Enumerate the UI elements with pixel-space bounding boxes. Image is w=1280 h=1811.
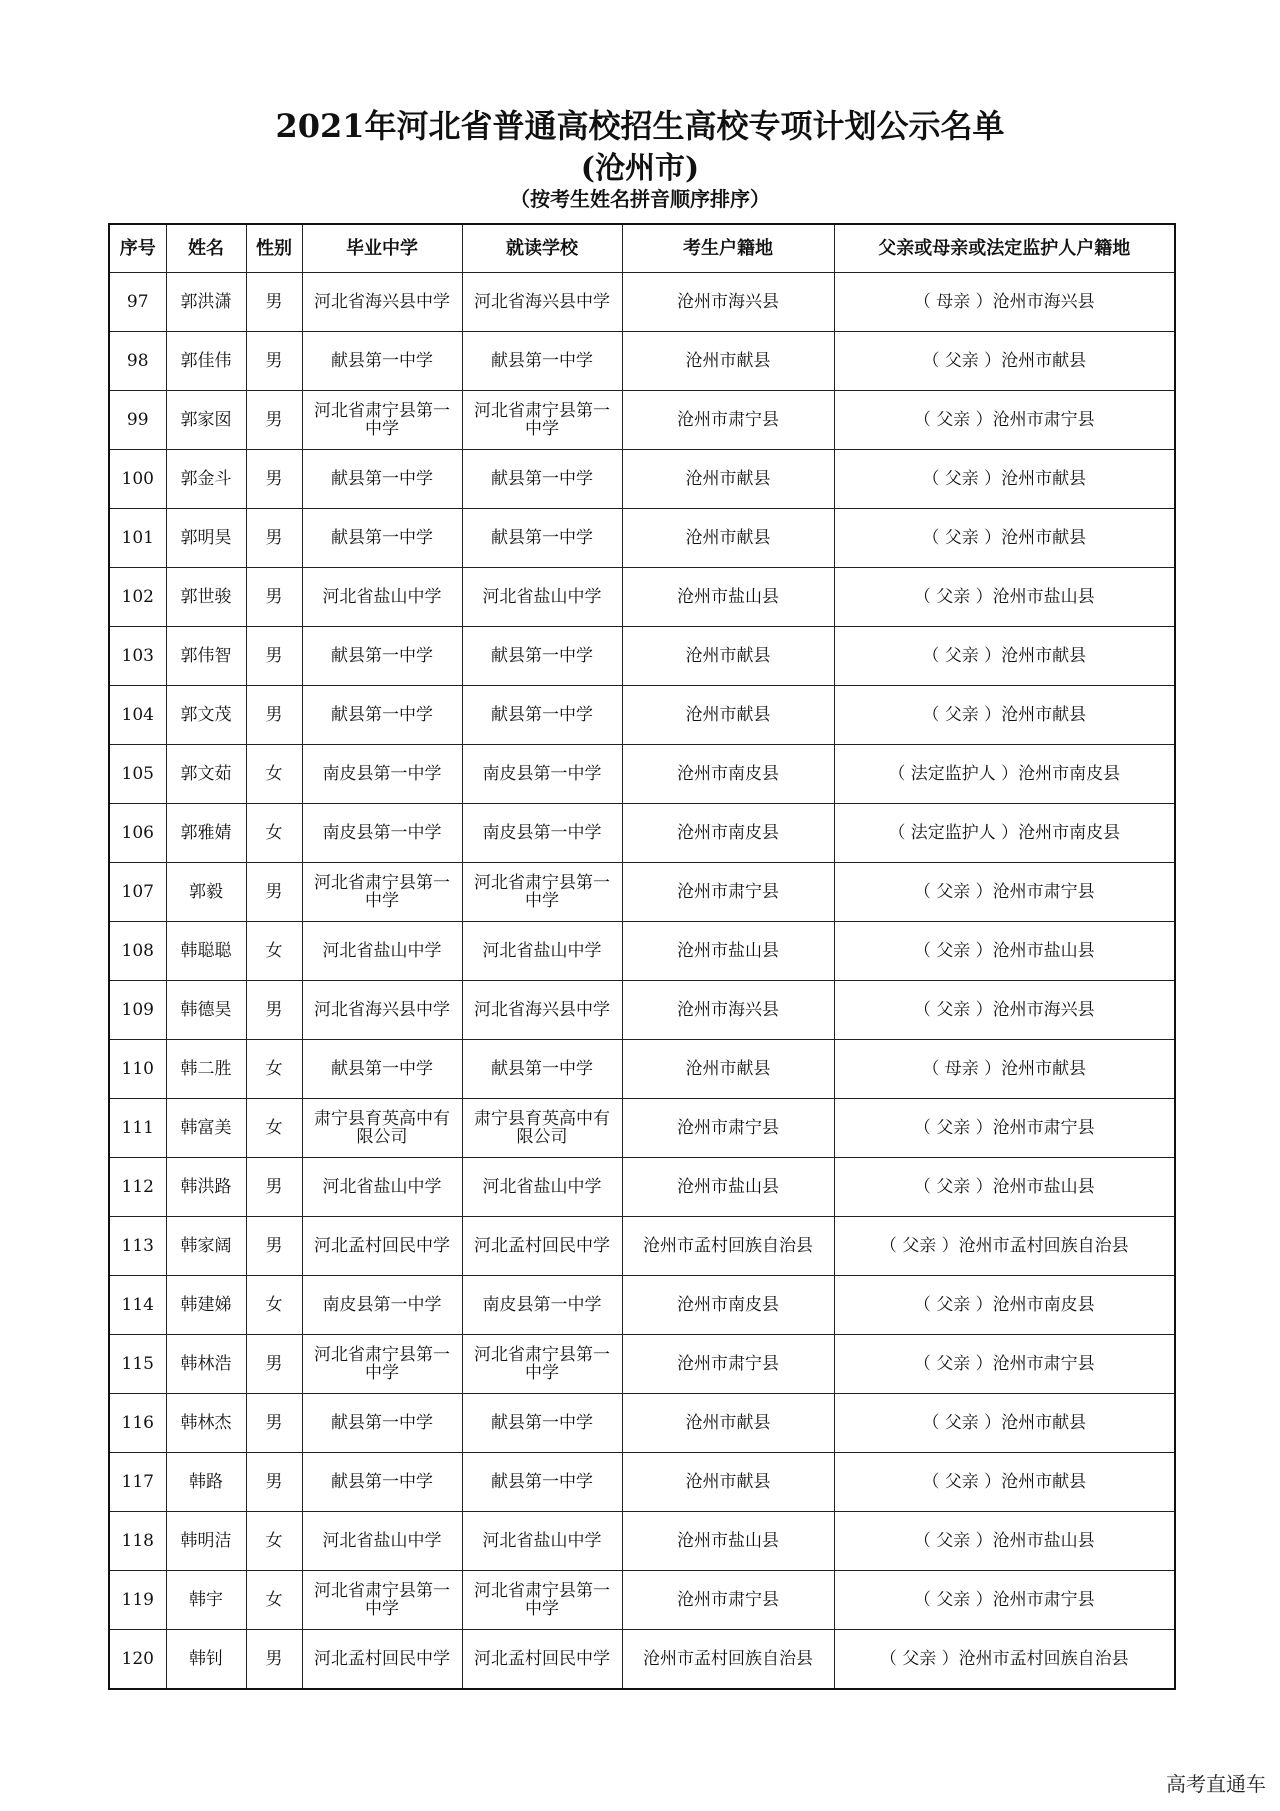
cell-household-registration: 沧州市献县 [622, 450, 834, 509]
cell-name: 韩建娣 [166, 1276, 246, 1335]
cell-current-school: 河北省肃宁县第一中学 [462, 391, 622, 450]
watermark-text: 高考直通车 [1166, 1772, 1266, 1796]
cell-guardian-registration: （ 父亲 ）沧州市盐山县 [834, 1158, 1175, 1217]
cell-gender: 男 [246, 450, 302, 509]
cell-guardian-registration: （ 父亲 ）沧州市献县 [834, 1453, 1175, 1512]
cell-guardian-registration: （ 父亲 ）沧州市盐山县 [834, 922, 1175, 981]
cell-name: 韩聪聪 [166, 922, 246, 981]
cell-current-school: 南皮县第一中学 [462, 804, 622, 863]
cell-household-registration: 沧州市南皮县 [622, 804, 834, 863]
cell-current-school: 献县第一中学 [462, 627, 622, 686]
cell-household-registration: 沧州市盐山县 [622, 922, 834, 981]
cell-gender: 男 [246, 627, 302, 686]
cell-name: 韩林杰 [166, 1394, 246, 1453]
cell-guardian-registration: （ 母亲 ）沧州市海兴县 [834, 273, 1175, 332]
cell-household-registration: 沧州市献县 [622, 1040, 834, 1099]
cell-gender: 男 [246, 509, 302, 568]
cell-graduated-school: 河北省海兴县中学 [302, 981, 462, 1040]
cell-household-registration: 沧州市海兴县 [622, 981, 834, 1040]
cell-gender: 女 [246, 1571, 302, 1630]
cell-current-school: 献县第一中学 [462, 509, 622, 568]
cell-name: 郭明昊 [166, 509, 246, 568]
cell-serial: 101 [109, 509, 166, 568]
cell-serial: 102 [109, 568, 166, 627]
cell-serial: 106 [109, 804, 166, 863]
cell-graduated-school: 河北省肃宁县第一中学 [302, 1571, 462, 1630]
cell-gender: 女 [246, 1512, 302, 1571]
cell-graduated-school: 河北孟村回民中学 [302, 1217, 462, 1276]
cell-name: 郭金斗 [166, 450, 246, 509]
cell-serial: 117 [109, 1453, 166, 1512]
cell-graduated-school: 献县第一中学 [302, 627, 462, 686]
cell-name: 韩家阔 [166, 1217, 246, 1276]
cell-graduated-school: 南皮县第一中学 [302, 1276, 462, 1335]
cell-gender: 男 [246, 568, 302, 627]
cell-graduated-school: 河北省盐山中学 [302, 1512, 462, 1571]
cell-name: 韩富美 [166, 1099, 246, 1158]
cell-guardian-registration: （ 父亲 ）沧州市孟村回族自治县 [834, 1630, 1175, 1690]
table-row [109, 686, 1175, 745]
cell-guardian-registration: （ 法定监护人 ）沧州市南皮县 [834, 745, 1175, 804]
cell-guardian-registration: （ 父亲 ）沧州市献县 [834, 332, 1175, 391]
cell-serial: 113 [109, 1217, 166, 1276]
cell-serial: 116 [109, 1394, 166, 1453]
cell-guardian-registration: （ 父亲 ）沧州市献县 [834, 509, 1175, 568]
table-row [109, 1040, 1175, 1099]
cell-name: 韩林浩 [166, 1335, 246, 1394]
cell-name: 郭雅婧 [166, 804, 246, 863]
header-graduated-school: 毕业中学 [302, 224, 462, 273]
cell-name: 郭文茹 [166, 745, 246, 804]
cell-name: 韩钊 [166, 1630, 246, 1690]
table-row [109, 1630, 1175, 1690]
cell-gender: 男 [246, 981, 302, 1040]
header-name: 姓名 [166, 224, 246, 273]
cell-graduated-school: 河北省肃宁县第一中学 [302, 1335, 462, 1394]
table-row [109, 1335, 1175, 1394]
cell-guardian-registration: （ 父亲 ）沧州市献县 [834, 1394, 1175, 1453]
cell-household-registration: 沧州市南皮县 [622, 745, 834, 804]
table-row [109, 332, 1175, 391]
cell-name: 郭毅 [166, 863, 246, 922]
cell-serial: 111 [109, 1099, 166, 1158]
cell-gender: 女 [246, 745, 302, 804]
sort-note: （按考生姓名拼音顺序排序） [510, 187, 770, 211]
cell-household-registration: 沧州市献县 [622, 1453, 834, 1512]
cell-serial: 119 [109, 1571, 166, 1630]
cell-graduated-school: 献县第一中学 [302, 450, 462, 509]
cell-gender: 男 [246, 332, 302, 391]
roster-table [108, 223, 1176, 1690]
cell-name: 韩德昊 [166, 981, 246, 1040]
cell-gender: 女 [246, 804, 302, 863]
cell-current-school: 河北省肃宁县第一中学 [462, 863, 622, 922]
cell-name: 韩洪路 [166, 1158, 246, 1217]
table-row [109, 1512, 1175, 1571]
cell-gender: 男 [246, 1158, 302, 1217]
cell-gender: 男 [246, 1630, 302, 1690]
table-row [109, 1571, 1175, 1630]
cell-serial: 104 [109, 686, 166, 745]
cell-name: 韩二胜 [166, 1040, 246, 1099]
table-row [109, 391, 1175, 450]
cell-household-registration: 沧州市孟村回族自治县 [622, 1217, 834, 1276]
cell-gender: 女 [246, 922, 302, 981]
cell-serial: 99 [109, 391, 166, 450]
cell-guardian-registration: （ 父亲 ）沧州市南皮县 [834, 1276, 1175, 1335]
cell-household-registration: 沧州市孟村回族自治县 [622, 1630, 834, 1690]
table-row [109, 745, 1175, 804]
table-row [109, 273, 1175, 332]
cell-guardian-registration: （ 父亲 ）沧州市肃宁县 [834, 1099, 1175, 1158]
cell-household-registration: 沧州市肃宁县 [622, 863, 834, 922]
cell-name: 韩宇 [166, 1571, 246, 1630]
cell-household-registration: 沧州市肃宁县 [622, 1335, 834, 1394]
cell-graduated-school: 南皮县第一中学 [302, 745, 462, 804]
cell-serial: 105 [109, 745, 166, 804]
cell-guardian-registration: （ 父亲 ）沧州市肃宁县 [834, 863, 1175, 922]
cell-serial: 112 [109, 1158, 166, 1217]
cell-gender: 女 [246, 1276, 302, 1335]
cell-guardian-registration: （ 父亲 ）沧州市孟村回族自治县 [834, 1217, 1175, 1276]
cell-current-school: 河北省海兴县中学 [462, 981, 622, 1040]
cell-serial: 97 [109, 273, 166, 332]
cell-gender: 女 [246, 1099, 302, 1158]
cell-serial: 110 [109, 1040, 166, 1099]
cell-current-school: 河北省海兴县中学 [462, 273, 622, 332]
cell-name: 韩路 [166, 1453, 246, 1512]
cell-graduated-school: 献县第一中学 [302, 686, 462, 745]
table-row [109, 1217, 1175, 1276]
cell-gender: 男 [246, 1217, 302, 1276]
cell-serial: 115 [109, 1335, 166, 1394]
cell-current-school: 献县第一中学 [462, 1394, 622, 1453]
cell-guardian-registration: （ 父亲 ）沧州市盐山县 [834, 1512, 1175, 1571]
cell-gender: 男 [246, 1453, 302, 1512]
cell-guardian-registration: （ 父亲 ）沧州市海兴县 [834, 981, 1175, 1040]
cell-gender: 女 [246, 1040, 302, 1099]
table-row [109, 1394, 1175, 1453]
cell-household-registration: 沧州市肃宁县 [622, 1099, 834, 1158]
cell-guardian-registration: （ 父亲 ）沧州市肃宁县 [834, 1335, 1175, 1394]
header-guardian-registration: 父亲或母亲或法定监护人户籍地 [834, 224, 1175, 273]
cell-graduated-school: 南皮县第一中学 [302, 804, 462, 863]
cell-serial: 103 [109, 627, 166, 686]
cell-current-school: 河北孟村回民中学 [462, 1217, 622, 1276]
cell-graduated-school: 献县第一中学 [302, 1394, 462, 1453]
cell-household-registration: 沧州市南皮县 [622, 1276, 834, 1335]
cell-household-registration: 沧州市献县 [622, 332, 834, 391]
cell-household-registration: 沧州市献县 [622, 509, 834, 568]
table-row [109, 1099, 1175, 1158]
cell-guardian-registration: （ 母亲 ）沧州市献县 [834, 1040, 1175, 1099]
table-row [109, 1158, 1175, 1217]
cell-guardian-registration: （ 父亲 ）沧州市盐山县 [834, 568, 1175, 627]
cell-current-school: 南皮县第一中学 [462, 1276, 622, 1335]
table-row [109, 509, 1175, 568]
cell-guardian-registration: （ 父亲 ）沧州市肃宁县 [834, 1571, 1175, 1630]
cell-serial: 109 [109, 981, 166, 1040]
cell-serial: 107 [109, 863, 166, 922]
table-row [109, 1453, 1175, 1512]
cell-guardian-registration: （ 父亲 ）沧州市献县 [834, 686, 1175, 745]
cell-current-school: 河北省盐山中学 [462, 922, 622, 981]
header-serial: 序号 [109, 224, 166, 273]
cell-current-school: 献县第一中学 [462, 450, 622, 509]
cell-graduated-school: 肃宁县育英高中有限公司 [302, 1099, 462, 1158]
cell-name: 郭家囡 [166, 391, 246, 450]
cell-serial: 108 [109, 922, 166, 981]
cell-serial: 114 [109, 1276, 166, 1335]
cell-guardian-registration: （ 父亲 ）沧州市献县 [834, 627, 1175, 686]
cell-gender: 男 [246, 273, 302, 332]
cell-current-school: 河北省盐山中学 [462, 1512, 622, 1571]
cell-graduated-school: 河北孟村回民中学 [302, 1630, 462, 1690]
cell-gender: 男 [246, 686, 302, 745]
table-row [109, 981, 1175, 1040]
cell-current-school: 献县第一中学 [462, 686, 622, 745]
table-row [109, 804, 1175, 863]
cell-graduated-school: 献县第一中学 [302, 1453, 462, 1512]
cell-guardian-registration: （ 父亲 ）沧州市献县 [834, 450, 1175, 509]
cell-graduated-school: 献县第一中学 [302, 332, 462, 391]
cell-name: 郭文茂 [166, 686, 246, 745]
cell-graduated-school: 河北省盐山中学 [302, 1158, 462, 1217]
cell-current-school: 献县第一中学 [462, 1453, 622, 1512]
table-row [109, 450, 1175, 509]
document-subtitle: (沧州市) [580, 151, 700, 186]
cell-current-school: 河北省盐山中学 [462, 1158, 622, 1217]
cell-current-school: 南皮县第一中学 [462, 745, 622, 804]
cell-guardian-registration: （ 父亲 ）沧州市肃宁县 [834, 391, 1175, 450]
table-row [109, 922, 1175, 981]
cell-gender: 男 [246, 391, 302, 450]
cell-graduated-school: 河北省肃宁县第一中学 [302, 391, 462, 450]
cell-current-school: 河北省盐山中学 [462, 568, 622, 627]
cell-name: 郭世骏 [166, 568, 246, 627]
cell-current-school: 肃宁县育英高中有限公司 [462, 1099, 622, 1158]
header-gender: 性别 [246, 224, 302, 273]
cell-graduated-school: 河北省盐山中学 [302, 568, 462, 627]
cell-current-school: 献县第一中学 [462, 332, 622, 391]
table-row [109, 863, 1175, 922]
cell-graduated-school: 献县第一中学 [302, 1040, 462, 1099]
cell-household-registration: 沧州市献县 [622, 627, 834, 686]
cell-graduated-school: 河北省海兴县中学 [302, 273, 462, 332]
cell-graduated-school: 献县第一中学 [302, 509, 462, 568]
cell-household-registration: 沧州市盐山县 [622, 1158, 834, 1217]
cell-current-school: 河北省肃宁县第一中学 [462, 1335, 622, 1394]
table-row [109, 1276, 1175, 1335]
cell-household-registration: 沧州市献县 [622, 686, 834, 745]
cell-household-registration: 沧州市盐山县 [622, 1512, 834, 1571]
cell-serial: 98 [109, 332, 166, 391]
cell-current-school: 河北省肃宁县第一中学 [462, 1571, 622, 1630]
cell-graduated-school: 河北省盐山中学 [302, 922, 462, 981]
cell-household-registration: 沧州市盐山县 [622, 568, 834, 627]
document-title: 2021年河北省普通高校招生高校专项计划公示名单 [275, 107, 1005, 145]
cell-name: 郭佳伟 [166, 332, 246, 391]
cell-guardian-registration: （ 法定监护人 ）沧州市南皮县 [834, 804, 1175, 863]
cell-serial: 120 [109, 1630, 166, 1690]
cell-household-registration: 沧州市肃宁县 [622, 391, 834, 450]
cell-name: 郭洪潇 [166, 273, 246, 332]
cell-name: 韩明洁 [166, 1512, 246, 1571]
table-row [109, 568, 1175, 627]
cell-graduated-school: 河北省肃宁县第一中学 [302, 863, 462, 922]
cell-current-school: 献县第一中学 [462, 1040, 622, 1099]
header-household-registration: 考生户籍地 [622, 224, 834, 273]
cell-household-registration: 沧州市肃宁县 [622, 1571, 834, 1630]
cell-serial: 118 [109, 1512, 166, 1571]
cell-gender: 男 [246, 1335, 302, 1394]
header-current-school: 就读学校 [462, 224, 622, 273]
cell-household-registration: 沧州市献县 [622, 1394, 834, 1453]
table-header-row [109, 224, 1175, 273]
table-row [109, 627, 1175, 686]
cell-serial: 100 [109, 450, 166, 509]
cell-gender: 男 [246, 863, 302, 922]
cell-household-registration: 沧州市海兴县 [622, 273, 834, 332]
cell-gender: 男 [246, 1394, 302, 1453]
cell-name: 郭伟智 [166, 627, 246, 686]
cell-current-school: 河北孟村回民中学 [462, 1630, 622, 1690]
